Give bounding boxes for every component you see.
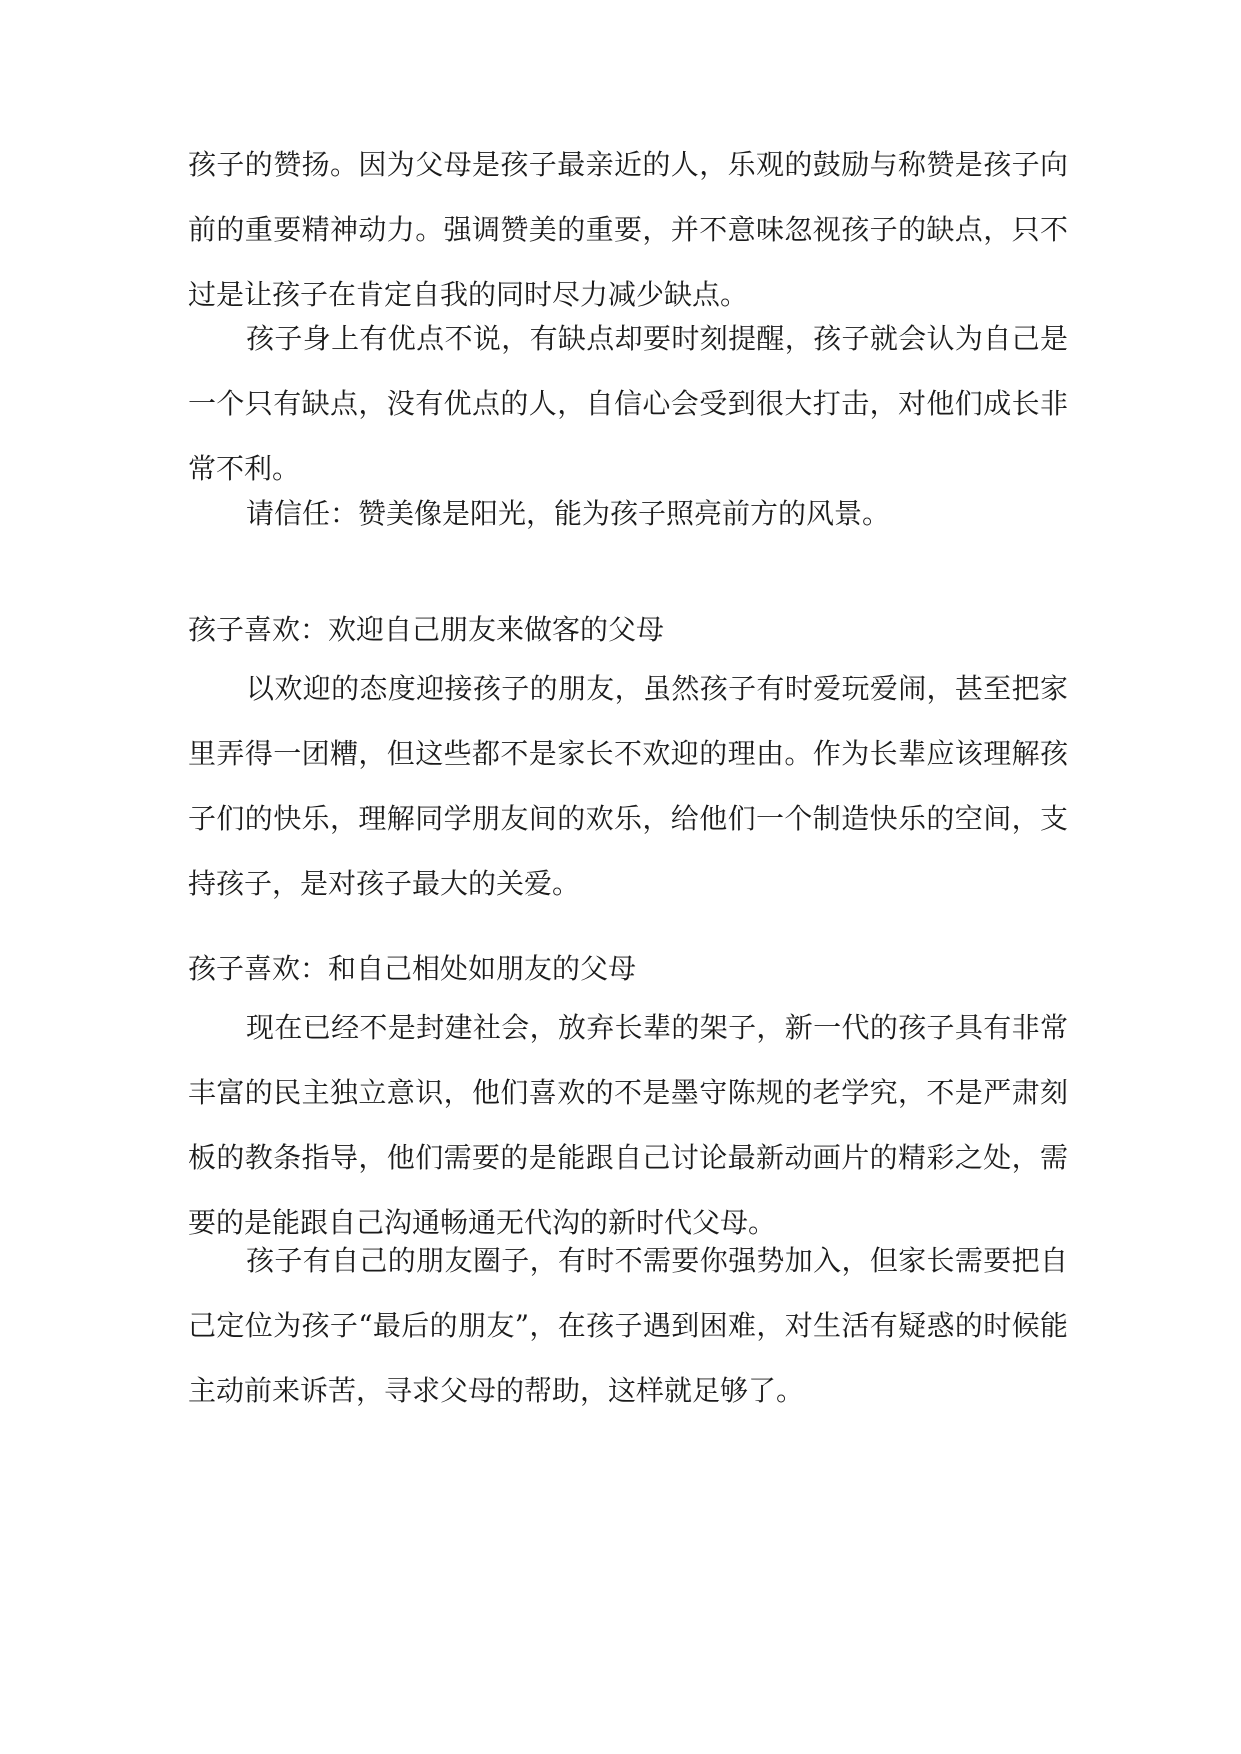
heading-parents-as-friends: 孩子喜欢：和自己相处如朋友的父母 xyxy=(188,952,637,985)
paragraph-last-friend: 孩子有自己的朋友圈子，有时不需要你强势加入，但家长需要把自己定位为孩子“最后的朋友”，在孩子遇到困难，对生活有疑惑的时候能主动前来诉苦，寻求父母的帮助，这样就足够了。 xyxy=(188,1244,1068,1407)
paragraph-welcome-friends: 以欢迎的态度迎接孩子的朋友，虽然孩子有时爱玩爱闹，甚至把家里弄得一团糟，但这些都不是家长不欢迎的理由。作为长辈应该理解孩子们的快乐，理解同学朋友间的欢乐，给他们一个制造快乐的空间，支持孩子，是对孩子最大的关爱。 xyxy=(188,672,1068,900)
paragraph-shortcomings: 孩子身上有优点不说，有缺点却要时刻提醒，孩子就会认为自己是一个只有缺点，没有优点的人，自信心会受到很大打击，对他们成长非常不利。 xyxy=(188,322,1068,485)
paragraph-parents-as-friends: 现在已经不是封建社会，放弃长辈的架子，新一代的孩子具有非常丰富的民主独立意识，他们喜欢的不是墨守陈规的老学究，不是严肃刻板的教条指导，他们需要的是能跟自己讨论最新动画片的精彩之处，需要的是能跟自己沟通畅通无代沟的新时代父母。 xyxy=(188,1011,1068,1239)
heading-welcome-friends: 孩子喜欢：欢迎自己朋友来做客的父母 xyxy=(188,613,665,646)
paragraph-praise-continued: 孩子的赞扬。因为父母是孩子最亲近的人，乐观的鼓励与称赞是孩子向前的重要精神动力。强调赞美的重要，并不意味忽视孩子的缺点，只不过是让孩子在肯定自我的同时尽力减少缺点。 xyxy=(188,148,1068,311)
paragraph-trust: 请信任：赞美像是阳光，能为孩子照亮前方的风景。 xyxy=(246,497,891,530)
